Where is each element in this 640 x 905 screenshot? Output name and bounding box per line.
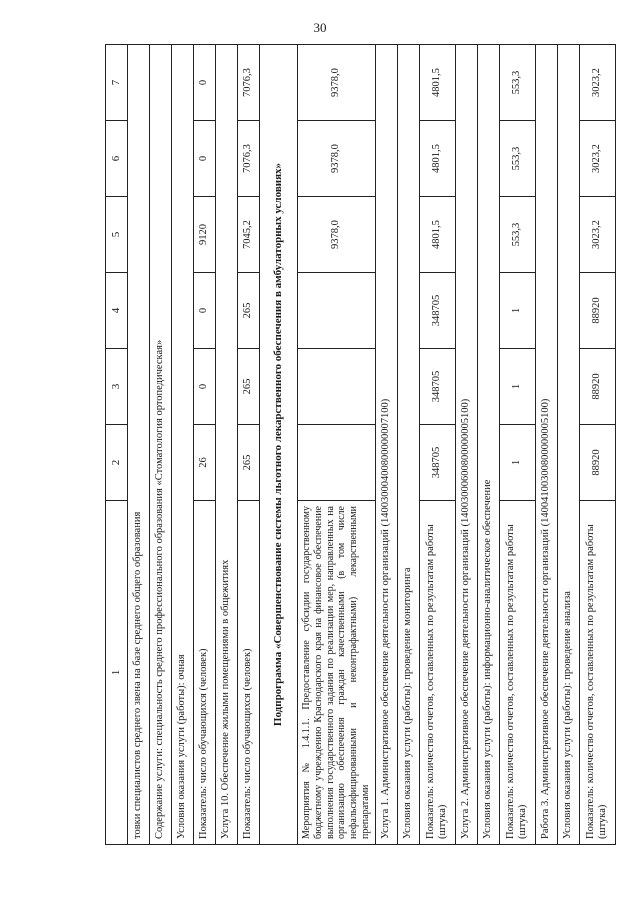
- value-cell: [298, 349, 376, 425]
- value-cell: 7045,2: [238, 197, 260, 273]
- value-cell: 88920: [579, 425, 615, 501]
- table-row: [128, 45, 150, 845]
- row-label: Показатель: количество отчетов, составленных по результатам работы (штука): [499, 501, 535, 845]
- header-cell: 2: [106, 425, 128, 501]
- value-cell: 0: [194, 273, 216, 349]
- table-row: [397, 45, 419, 845]
- table-row: [579, 45, 615, 845]
- value-cell: 348705: [419, 349, 455, 425]
- page-number: 30: [313, 20, 327, 35]
- value-cell: 1: [499, 349, 535, 425]
- value-cell: 553,3: [499, 45, 535, 121]
- table-body: [106, 45, 616, 845]
- section-row-text: товки специалистов среднего звена на базе среднего общего образования: [128, 45, 150, 845]
- row-label: Показатель: количество отчетов, составленных по результатам работы (штука): [579, 501, 615, 845]
- value-cell: 9378,0: [298, 45, 376, 121]
- value-cell: 26: [194, 425, 216, 501]
- table-row: [375, 45, 397, 845]
- value-cell: 1: [499, 425, 535, 501]
- section-row-text: Содержание услуги: специальность среднего профессионального образования «Стоматология ортопедическая»: [150, 45, 172, 845]
- value-cell: 553,3: [499, 197, 535, 273]
- value-cell: 4801,5: [419, 45, 455, 121]
- header-cell: 1: [106, 501, 128, 845]
- value-cell: 88920: [579, 349, 615, 425]
- value-cell: 7076,3: [238, 45, 260, 121]
- section-row-text: Услуга 1. Административное обеспечение деятельности организаций (14003000400800000007100): [375, 45, 397, 845]
- section-row-text: Услуга 10. Обеспечение жилыми помещениями в общежитиях: [216, 45, 238, 845]
- value-cell: 1: [499, 273, 535, 349]
- section-row-text: Работа 3. Административное обеспечение деятельности организаций (14004100300800000005100): [535, 45, 557, 845]
- value-cell: 265: [238, 273, 260, 349]
- value-cell: 9120: [194, 197, 216, 273]
- table-row: [477, 45, 499, 845]
- section-row-text: Услуга 2. Административное обеспечение деятельности организаций (14003000600800000005100): [455, 45, 477, 845]
- value-cell: 88920: [579, 273, 615, 349]
- subprogram-title: Подпрограмма «Совершенствование системы льготного лекарственного обеспечения в амбулаторных условиях»: [260, 45, 298, 845]
- table-row: [499, 45, 535, 845]
- table-row: [194, 45, 216, 845]
- table-row: [298, 45, 376, 845]
- header-cell: 4: [106, 273, 128, 349]
- header-cell: 5: [106, 197, 128, 273]
- value-cell: 9378,0: [298, 197, 376, 273]
- value-cell: [298, 273, 376, 349]
- section-row-text: Условия оказания услуги (работы): очная: [172, 45, 194, 845]
- value-cell: 348705: [419, 273, 455, 349]
- value-cell: 348705: [419, 425, 455, 501]
- table-row: [150, 45, 172, 845]
- header-cell: 7: [106, 45, 128, 121]
- row-label: Показатель: число обучающихся (человек): [194, 501, 216, 845]
- table-row: [260, 45, 298, 845]
- table-row: [557, 45, 579, 845]
- row-label: Показатель: количество отчетов, составленных по результатам работы (штука): [419, 501, 455, 845]
- header-cell: 6: [106, 121, 128, 197]
- row-label: Показатель: число обучающихся (человек): [238, 501, 260, 845]
- table-row: [238, 45, 260, 845]
- section-row-text: Условия оказания услуги (работы): проведение анализа: [557, 45, 579, 845]
- rotated-table-frame: [105, 45, 609, 845]
- value-cell: 4801,5: [419, 121, 455, 197]
- section-row-text: Условия оказания услуги (работы): информационно-аналитическое обеспечение: [477, 45, 499, 845]
- value-cell: 0: [194, 121, 216, 197]
- table-row: [455, 45, 477, 845]
- value-cell: 265: [238, 349, 260, 425]
- value-cell: 4801,5: [419, 197, 455, 273]
- row-label: Мероприятия № 1.4.1.1. Предоставление субсидии государственному бюджетному учреждению Краснодарского края на финансовое обеспечение выполнения государственного задания по реализации мер, направленных на организацию обеспечения граждан качественными (в том числе нефальсифицированными и неконтрафактными) лекарственными препаратами: [298, 501, 376, 845]
- value-cell: 265: [238, 425, 260, 501]
- value-cell: [298, 425, 376, 501]
- value-cell: 3023,2: [579, 45, 615, 121]
- value-cell: 3023,2: [579, 121, 615, 197]
- value-cell: 7076,3: [238, 121, 260, 197]
- table-row: [535, 45, 557, 845]
- table-row: [172, 45, 194, 845]
- header-cell: 3: [106, 349, 128, 425]
- value-cell: 0: [194, 45, 216, 121]
- value-cell: 3023,2: [579, 197, 615, 273]
- value-cell: 553,3: [499, 121, 535, 197]
- value-cell: 9378,0: [298, 121, 376, 197]
- value-cell: 0: [194, 349, 216, 425]
- table-row: [216, 45, 238, 845]
- budget-table: [105, 44, 616, 845]
- section-row-text: Условия оказания услуги (работы): проведение мониторинга: [397, 45, 419, 845]
- table-row: [419, 45, 455, 845]
- header-row: [106, 45, 128, 845]
